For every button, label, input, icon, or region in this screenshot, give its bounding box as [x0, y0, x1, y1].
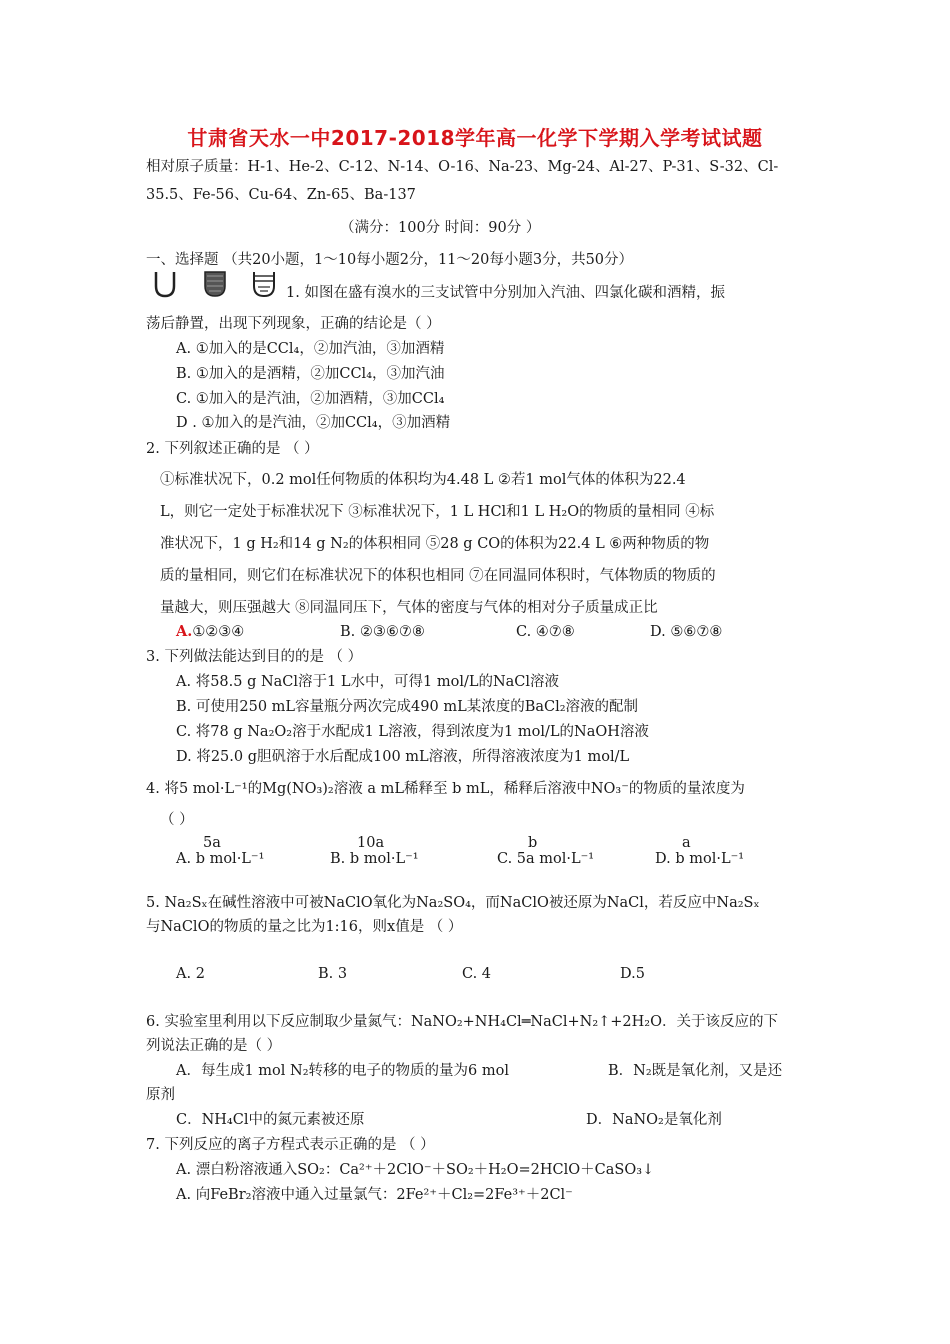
q6-option-a: A．每生成1 mol N₂转移的电子的物质的量为6 mol: [176, 1063, 509, 1079]
q4-numerator-a: 5a: [203, 835, 221, 851]
q4-numerator-b: 10a: [357, 835, 385, 851]
test-tube-1-icon: [156, 272, 174, 296]
q4-option-b: B. b mol·L⁻¹: [330, 851, 419, 867]
q2-line5: 量越大，则压强越大 ⑧同温同压下，气体的密度与气体的相对分子质量成正比: [160, 600, 658, 616]
q3-option-c: C. 将78 g Na₂O₂溶于水配成1 L溶液，得到浓度为1 mol/L的NaOH溶液: [176, 724, 649, 740]
q3-option-a: A. 将58.5 g NaCl溶于1 L水中，可得1 mol/L的NaCl溶液: [176, 674, 560, 690]
q7-stem: 7. 下列反应的离子方程式表示正确的是 （ ）: [146, 1137, 435, 1153]
q1-option-a: A. ①加入的是CCl₄，②加汽油，③加酒精: [176, 341, 445, 357]
q2-option-d: D. ⑤⑥⑦⑧: [650, 624, 723, 640]
q4-numerator-d: a: [682, 835, 691, 851]
atomic-masses-line2: 35.5、Fe-56、Cu-64、Zn-65、Ba-137: [146, 187, 416, 203]
q5-option-c: C. 4: [462, 966, 492, 982]
atomic-masses-line1: 相对原子质量：H-1、He-2、C-12、N-14、O-16、Na-23、Mg-24、Al-27、P-31、S-32、Cl-: [146, 159, 779, 175]
q5-option-b: B. 3: [318, 966, 348, 982]
q3-option-b: B. 可使用250 mL容量瓶分两次完成490 mL某浓度的BaCl₂溶液的配制: [176, 699, 639, 715]
q6-option-d: D．NaNO₂是氧化剂: [586, 1112, 722, 1128]
q5-line1: 5. Na₂Sₓ在碱性溶液中可被NaClO氧化为Na₂SO₄，而NaClO被还原为NaCl，若反应中Na₂Sₓ: [146, 895, 760, 911]
q4-option-c: C. 5a mol·L⁻¹: [497, 851, 595, 867]
q2-line1: ①标准状况下，0.2 mol任何物质的体积均为4.48 L ②若1 mol气体的体积为22.4: [160, 472, 686, 488]
test-tubes-figure: [150, 270, 280, 298]
exam-info: （满分：100分 时间：90分 ）: [340, 220, 541, 236]
q2-option-a-text: ①②③④: [192, 624, 245, 640]
q1-option-b: B. ①加入的是酒精，②加CCl₄，③加汽油: [176, 366, 445, 382]
q4-option-d: D. b mol·L⁻¹: [655, 851, 745, 867]
q4-line2: （ ）: [160, 812, 194, 828]
q4-line1: 4. 将5 mol·L⁻¹的Mg(NO₃)₂溶液 a mL稀释至 b mL，稀释后溶液中NO₃⁻的物质的量浓度为: [146, 781, 745, 797]
q6-option-b-cont: 原剂: [146, 1087, 175, 1103]
q6-option-c: C．NH₄Cl中的氮元素被还原: [176, 1112, 365, 1128]
q5-option-d: D.5: [620, 966, 645, 982]
page-title: 甘肃省天水一中2017-2018学年高一化学下学期入学考试试题: [187, 126, 763, 150]
q6-line2: 列说法正确的是（ ）: [146, 1038, 282, 1054]
q7-option-a: A. 漂白粉溶液通入SO₂：Ca²⁺＋2ClO⁻＋SO₂＋H₂O=2HClO＋CaSO₃↓: [176, 1162, 655, 1178]
q3-stem: 3. 下列做法能达到目的的是 （ ）: [146, 649, 363, 665]
q2-option-a-letter: A.: [176, 623, 193, 640]
q1-line2: 荡后静置，出现下列现象，正确的结论是（ ）: [146, 316, 441, 332]
q2-line3: 准状况下，1 g H₂和14 g N₂的体积相同 ⑤28 g CO的体积为22.4 L ⑥两种物质的物: [160, 536, 710, 552]
q6-option-b: B．N₂既是氧化剂，又是还: [608, 1063, 783, 1079]
q5-option-a: A. 2: [176, 966, 205, 982]
q2-option-a: [176, 622, 244, 642]
q1-option-d: D . ①加入的是汽油，②加CCl₄，③加酒精: [176, 415, 451, 431]
test-tube-2-icon: [205, 272, 225, 296]
q4-numerator-c: b: [528, 835, 538, 851]
q2-line4: 质的量相同，则它们在标准状况下的体积也相同 ⑦在同温同体积时，气体物质的物质的: [160, 568, 716, 584]
test-tube-3-icon: [254, 272, 274, 296]
q6-line1: 6. 实验室里利用以下反应制取少量氮气：NaNO₂+NH₄Cl═NaCl+N₂↑+2H₂O．关于该反应的下: [146, 1014, 779, 1030]
q2-stem: 2. 下列叙述正确的是 （ ）: [146, 441, 319, 457]
q3-option-d: D. 将25.0 g胆矾溶于水后配成100 mL溶液，所得溶液浓度为1 mol/L: [176, 749, 630, 765]
q2-option-b: B. ②③⑥⑦⑧: [340, 624, 425, 640]
q2-line2: L，则它一定处于标准状况下 ③标准状况下，1 L HCl和1 L H₂O的物质的量相同 ④标: [160, 504, 715, 520]
q4-option-a: A. b mol·L⁻¹: [176, 851, 265, 867]
q7-option-a2: A. 向FeBr₂溶液中通入过量氯气：2Fe²⁺＋Cl₂=2Fe³⁺＋2Cl⁻: [176, 1187, 573, 1203]
q1-line1: 1. 如图在盛有溴水的三支试管中分别加入汽油、四氯化碳和酒精，振: [286, 285, 725, 301]
q1-option-c: C. ①加入的是汽油，②加酒精，③加CCl₄: [176, 391, 445, 407]
q5-line2: 与NaClO的物质的量之比为1:16，则x值是 （ ）: [146, 919, 463, 935]
section-heading: 一、选择题 （共20小题，1～10每小题2分，11～20每小题3分，共50分）: [146, 252, 634, 268]
q2-option-c: C. ④⑦⑧: [516, 624, 575, 640]
